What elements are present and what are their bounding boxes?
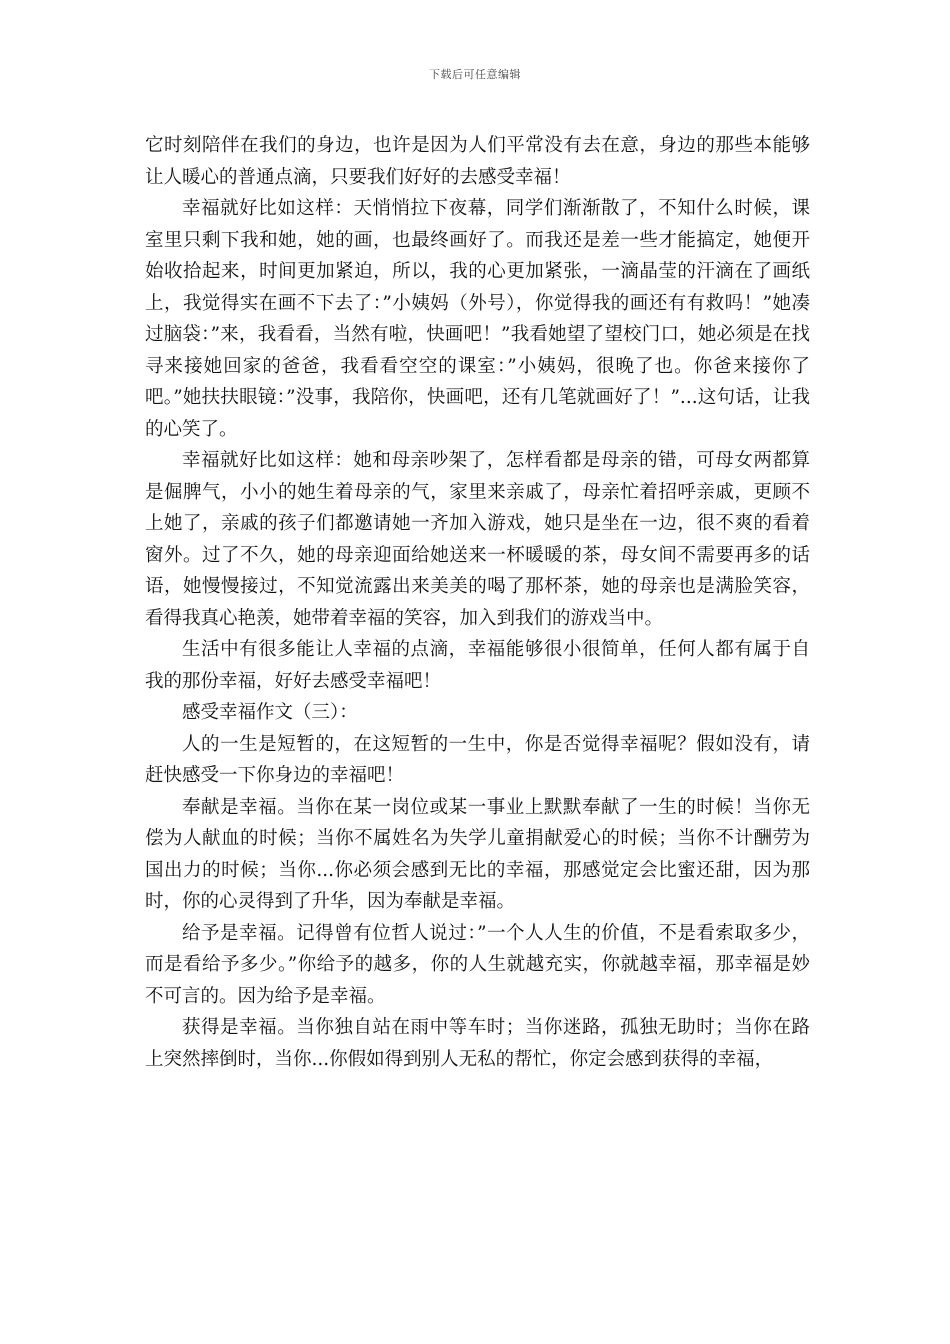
- document-body: [145, 130, 810, 1075]
- paragraph-5: 人的一生是短暂的，在这短暂的一生中，你是否觉得幸福呢？假如没有，请赶快感受一下你身边的幸福吧！: [145, 733, 810, 786]
- paragraph-1: 它时刻陪伴在我们的身边，也许是因为人们平常没有去在意，身边的那些本能够让人暖心的普通点滴，只要我们好好的去感受幸福！: [145, 135, 810, 188]
- paragraph-2: 幸福就好比如这样：天悄悄拉下夜幕，同学们渐渐散了，不知什么时候，课室里只剩下我和她，她的画，也最终画好了。而我还是差一些才能搞定，她便开始收拾起来，时间更加紧迫，所以，我的心更加紧张，一滴晶莹的汗滴在了画纸上，我觉得实在画不下去了：”小姨妈（外号），你觉得我的画还有有救吗！”她凑过脑袋：”来，我看看，当然有啦，快画吧！”我看她望了望校门口，她必须是在找寻来接她回家的爸爸，我看看空空的课室：”小姨妈，很晚了也。你爸来接你了吧。”她扶扶眼镜：”没事，我陪你，快画吧，还有几笔就画好了！”...这句话，让我的心笑了。: [145, 198, 810, 440]
- page-header: 下载后可任意编辑: [429, 68, 521, 81]
- paragraph-6: 奉献是幸福。当你在某一岗位或某一事业上默默奉献了一生的时候！当你无偿为人献血的时候；当你不属姓名为失学儿童捐献爱心的时候；当你不计酬劳为国出力的时候；当你...你必须会感到无比的幸福，那感觉定会比蜜还甜，因为那时，你的心灵得到了升华，因为奉献是幸福。: [145, 796, 810, 912]
- paragraph-7: 给予是幸福。记得曾有位哲人说过：”一个人人生的价值，不是看索取多少，而是看给予多少。”你给予的越多，你的人生就越充实，你就越幸福，那幸福是妙不可言的。因为给予是幸福。: [145, 922, 810, 1007]
- paragraph-4: 生活中有很多能让人幸福的点滴，幸福能够很小很简单，任何人都有属于自我的那份幸福，好好去感受幸福吧！: [145, 639, 810, 692]
- paragraph-8: 获得是幸福。当你独自站在雨中等车时；当你迷路，孤独无助时；当你在路上突然摔倒时，当你...你假如得到别人无私的帮忙，你定会感到获得的幸福，: [145, 1017, 810, 1070]
- paragraph-3: 幸福就好比如这样：她和母亲吵架了，怎样看都是母亲的错，可母女两都算是倔脾气，小小的她生着母亲的气，家里来亲戚了，母亲忙着招呼亲戚，更顾不上她了，亲戚的孩子们都邀请她一齐加入游戏，她只是坐在一边，很不爽的看着窗外。过了不久，她的母亲迎面给她送来一杯暖暖的茶，母女间不需要再多的话语，她慢慢接过，不知觉流露出来美美的喝了那杯茶，她的母亲也是满脸笑容，看得我真心艳羡，她带着幸福的笑容，加入到我们的游戏当中。: [145, 450, 810, 629]
- section-heading: 感受幸福作文（三）：: [182, 702, 358, 723]
